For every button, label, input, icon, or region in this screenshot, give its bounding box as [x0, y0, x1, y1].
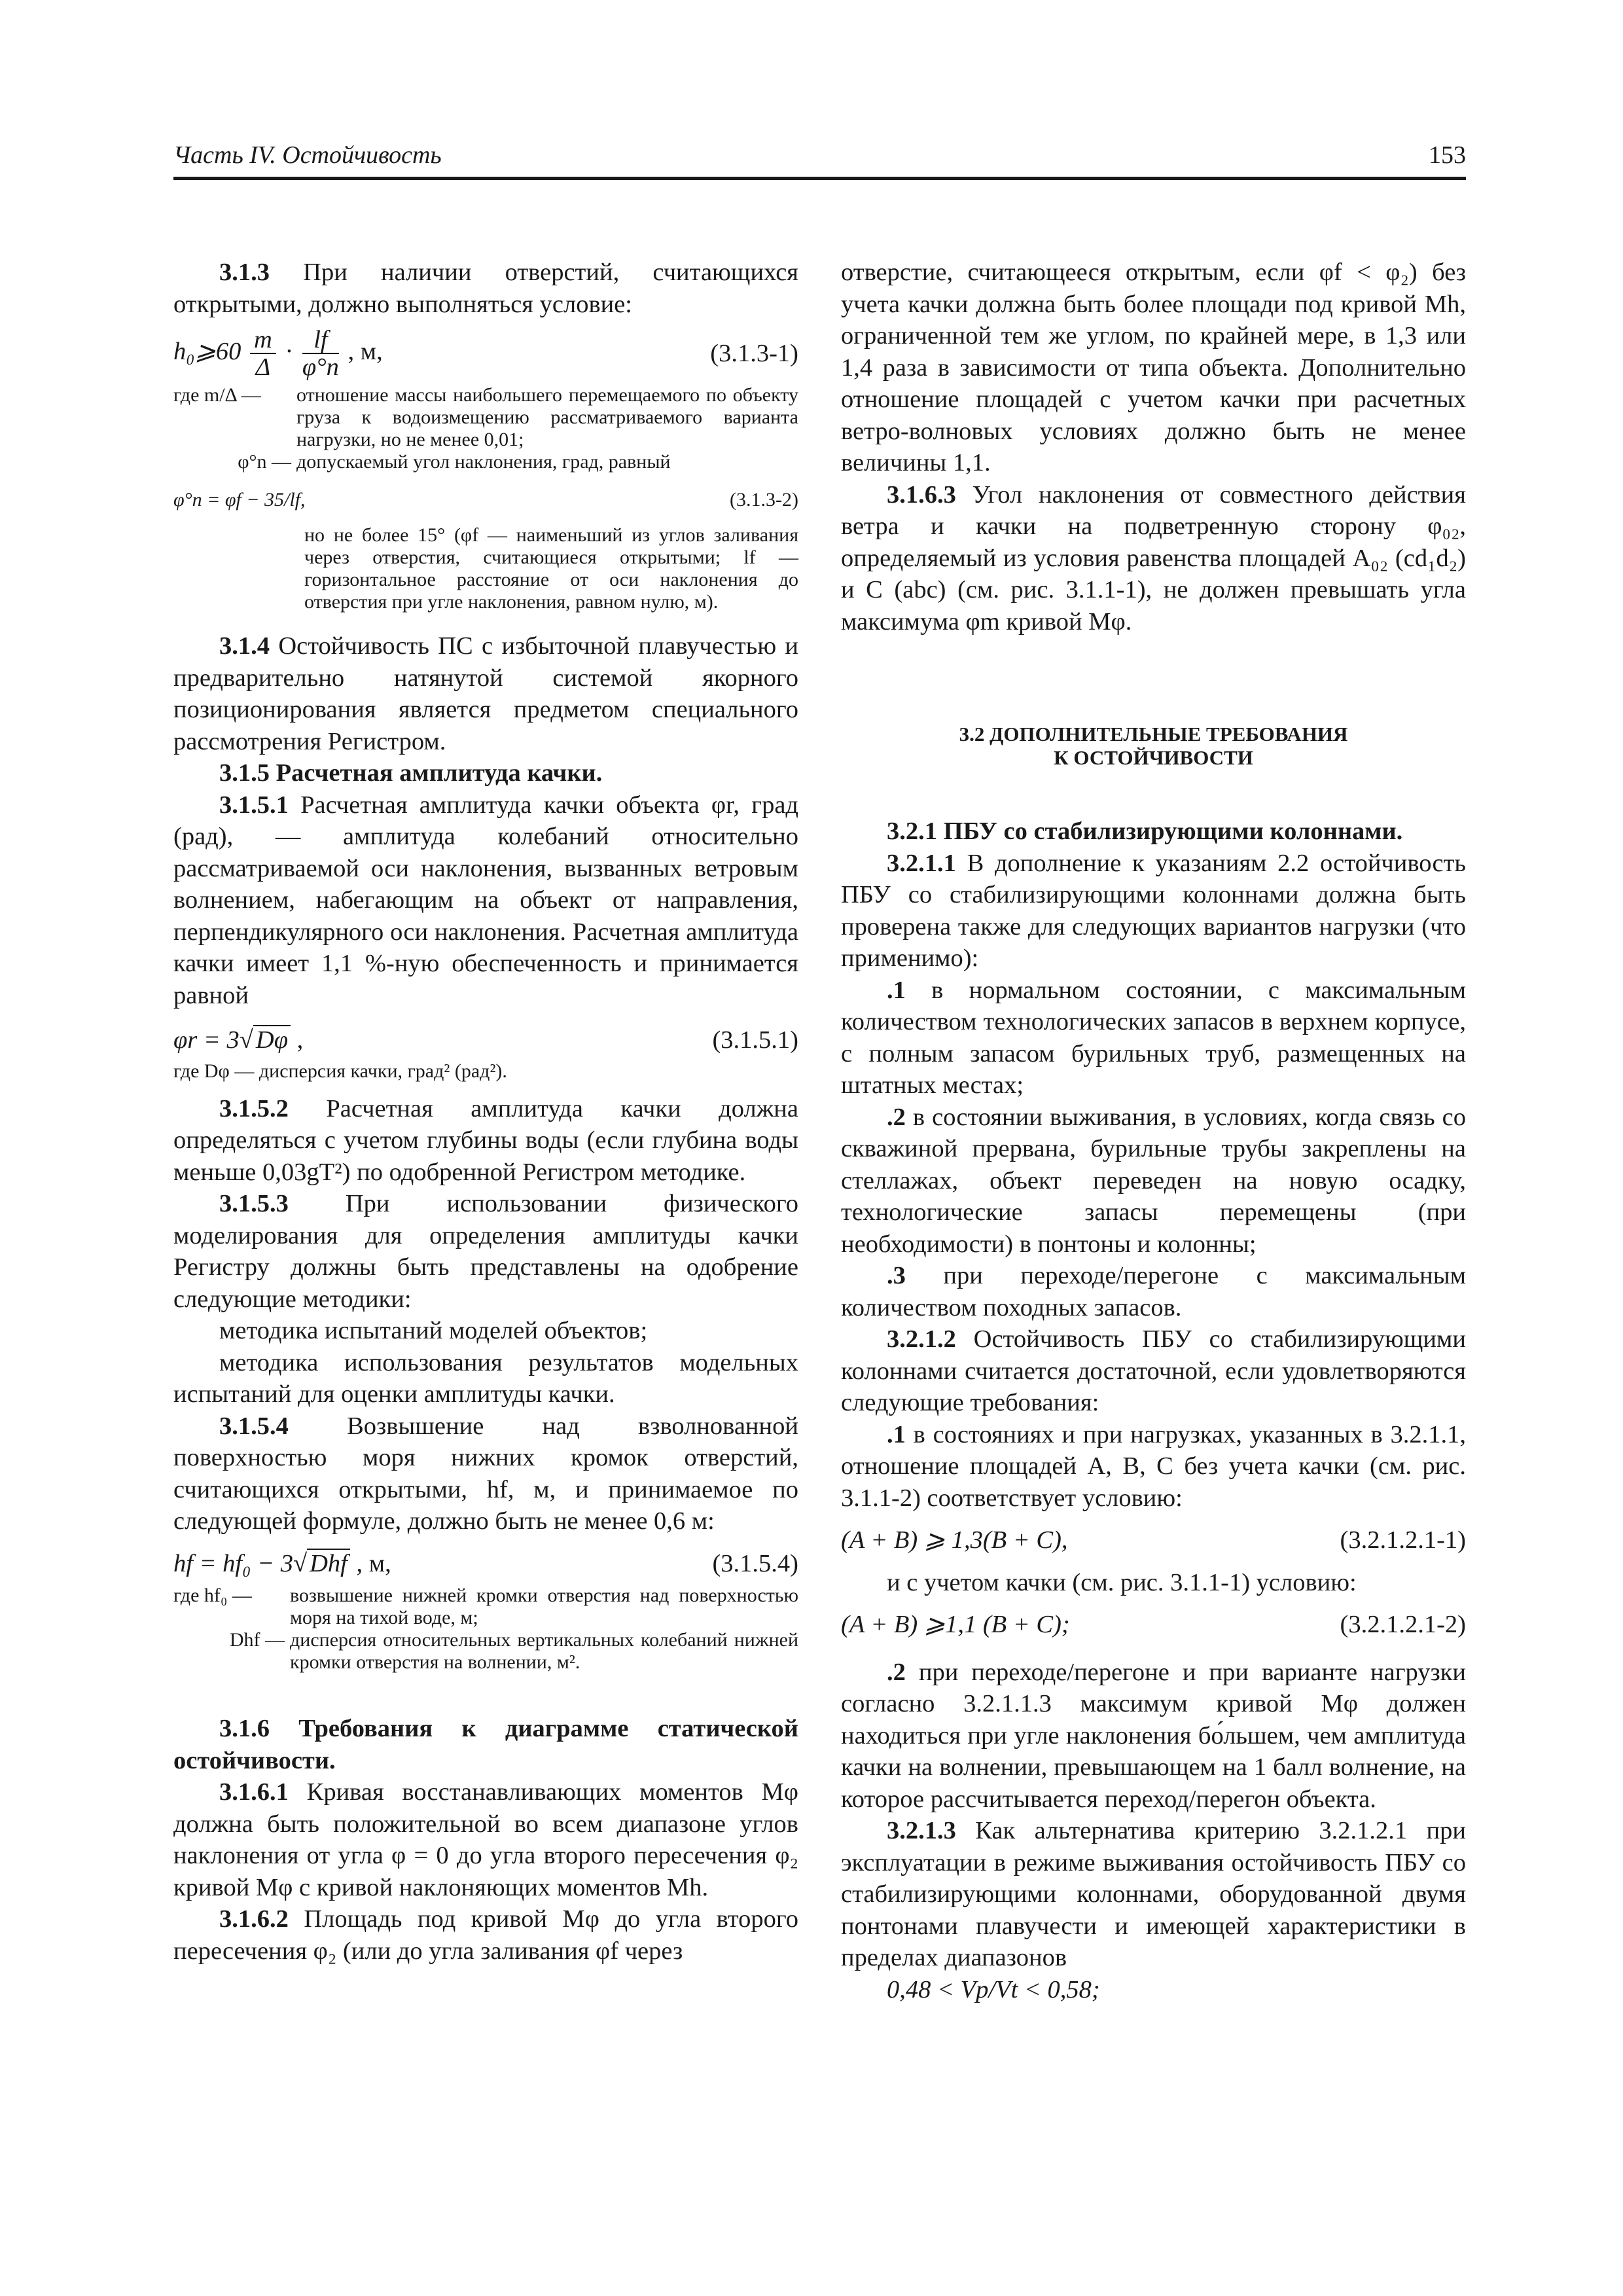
eq-lhs: φr = 3√ [173, 1026, 253, 1054]
equation-number: (3.2.1.2.1-2) [1340, 1611, 1466, 1638]
equation-number: (3.1.5.1) [712, 1026, 798, 1054]
header-rule [173, 177, 1466, 180]
clause-number: 3.1.6.1 [219, 1778, 289, 1806]
eq-tail: , м, [349, 1549, 391, 1577]
para-3-2-1-2 [841, 1323, 1466, 1419]
item-number: .1 [887, 1420, 906, 1448]
heading-3-2-1: 3.2.1 ПБУ со стабилизирующими колоннами. [887, 817, 1403, 845]
method-item-2: методика использования результатов модельных испытаний для оценки амплитуды качки. [173, 1348, 798, 1408]
load-item-2 [841, 1102, 1466, 1261]
para-text: В дополнение к указаниям 2.2 остойчивость ПБУ со стабилизирующими колоннами должна быть проверена также для следующих вариантов нагрузки (что применимо): [841, 849, 1466, 972]
para-3-1-5-2 [173, 1093, 798, 1189]
frac-den: φ°n [302, 353, 339, 381]
clause-number: 3.1.5.3 [219, 1190, 289, 1217]
clause-number: 3.1.5.1 [219, 791, 289, 819]
eq-intro-with-roll: и с учетом качки (см. рис. 3.1.1-1) условию: [887, 1568, 1357, 1596]
clause-number: 3.1.6.3 [887, 480, 956, 509]
equation-3-1-5-1 [173, 1024, 798, 1056]
equation-number: (3.1.3-1) [710, 339, 798, 367]
para-3-2-1-3 [841, 1815, 1466, 1974]
para-3-1-6-2 [173, 1903, 798, 1967]
para-text: Кривая восстанавливающих моментов Mφ должна быть положительной во всем диапазоне углов наклонения от угла φ = 0 до угла второго пересечения φ₂ кривой Mφ с кривой наклоняющих моментов Mh. [173, 1778, 798, 1901]
eq-dot: · [285, 337, 294, 365]
item-number: .2 [887, 1658, 906, 1686]
para-text: Остойчивость ПС с избыточной плавучестью и предварительно натянутой системой якорного позиционирования является предметом специального рассмотрения Регистром. [173, 632, 798, 755]
eq-body: (A + B) ⩾1,1 (B + C); [841, 1611, 1070, 1638]
heading-3-1-5: 3.1.5 Расчетная амплитуда качки. [219, 759, 603, 787]
left-column [173, 257, 798, 1967]
method-item-1: методика испытаний моделей объектов; [219, 1317, 648, 1344]
para-text: Угол наклонения от совместного действия ветра и качки на подветренную сторону φ₀₂, определяемый из условия равенства площадей A₀₂ (cd₁d₂) и C (abc) (см. рис. 3.1.1-1), не должен превышать угла максимума φm кривой Mφ. [841, 480, 1466, 636]
equation-number: (3.1.3-2) [730, 489, 798, 511]
clause-number: 3.1.4 [219, 632, 270, 660]
section-title-line-2: К ОСТОЙЧИВОСТИ [1054, 746, 1253, 769]
para-3-1-3 [173, 257, 798, 320]
right-column [841, 257, 1466, 2005]
where-symbol: где hf₀ — [173, 1585, 252, 1606]
equation-3-2-1-2-1-2 [841, 1609, 1466, 1641]
eq-tail: , м, [348, 337, 383, 365]
load-item-1 [841, 975, 1466, 1102]
item-text: при переходе/перегоне с максимальным количеством походных запасов. [841, 1262, 1466, 1321]
frac-num: lf [302, 327, 339, 354]
where-dhf [173, 1629, 798, 1674]
where-description: возвышение нижней кромки отверстия над поверхностью моря на тихой воде, м; [290, 1585, 798, 1628]
item-text: в состоянии выживания, в условиях, когда связь со скважиной прервана, бурильные трубы закреплены на стеллажах, объект переведен на новую осадку, технологические запасы перемещены (при необходимости) в понтоны и колонны; [841, 1103, 1466, 1258]
where-hf0 [173, 1585, 798, 1629]
range-condition: 0,48 < Vp/Vt < 0,58; [887, 1975, 1100, 2003]
where-description: допускаемый угол наклонения, град, равный [296, 451, 671, 473]
clause-number: 3.2.1.2 [887, 1325, 956, 1353]
eq-lhs: h₀⩾60 [173, 337, 248, 365]
equation-number: (3.2.1.2.1-1) [1340, 1526, 1466, 1554]
frac-num: m [250, 327, 276, 354]
where-m-delta [173, 384, 798, 451]
clause-number: 3.2.1.3 [887, 1817, 956, 1844]
eq-body: (A + B) ⩾ 1,3(B + C), [841, 1526, 1068, 1554]
para-text: При наличии отверстий, считающихся открытыми, должно выполняться условие: [173, 259, 798, 318]
para-continuation: отверстие, считающееся открытым, если φf < φ₂) без учета качки должна быть более площади под кривой Mh, ограниченной тем же углом, по крайней мере, в 1,3 или 1,4 раза в зависимости от типа объекта. Дополнительно отношение площадей с учетом качки при расчетных ветро-волновых условиях должно быть не менее величины 1,1. [841, 259, 1466, 476]
load-item-3 [841, 1260, 1466, 1323]
page-header [173, 141, 1466, 179]
para-text: Как альтернатива критерию 3.2.1.2.1 при эксплуатации в режиме выживания остойчивость ПБУ со стабилизирующими колоннами, оборудованной двумя понтонами плавучести и имеющей характеристики в пределах диапазонов [841, 1817, 1466, 1971]
where-phi-n [173, 451, 798, 473]
item-number: .3 [887, 1262, 906, 1289]
req-item-2 [841, 1657, 1466, 1816]
item-text: в состояниях и при нагрузках, указанных в 3.2.1.1, отношение площадей A, B, C без учета качки (см. рис. 3.1.1-2) соответствует условию: [841, 1420, 1466, 1512]
para-3-1-5-4 [173, 1410, 798, 1537]
para-3-1-5-3 [173, 1188, 798, 1315]
para-3-1-6-1 [173, 1776, 798, 1903]
eq-tail: , [291, 1026, 304, 1054]
para-text: Остойчивость ПБУ со стабилизирующими колоннами считается достаточной, если удовлетворяются следующие требования: [841, 1325, 1466, 1416]
equation-3-1-3-2 [173, 489, 798, 511]
clause-number: 3.1.5.4 [219, 1412, 289, 1440]
para-3-1-5-1 [173, 789, 798, 1012]
fraction-lf-phi [302, 327, 339, 380]
note-phi-limit: но не более 15° (φf — наименьший из углов заливания через отверстия, считающиеся открытыми; lf — горизонтальное расстояние от оси наклонения до отверстия при угле наклонения, равном нулю, м). [304, 524, 798, 613]
item-number: .2 [887, 1103, 906, 1131]
fraction-m-delta [250, 327, 276, 380]
where-dispersion: где Dφ — дисперсия качки, град² (рад²). [173, 1060, 507, 1082]
req-item-1 [841, 1419, 1466, 1515]
equation-number: (3.1.5.4) [712, 1549, 798, 1577]
para-text: Расчетная амплитуда качки объекта φr, град (рад), — амплитуда колебаний относительно рассматриваемой оси наклонения, вызванных ветровым волнением, набегающим на объект от направления, перпендикулярного оси наклонения. Расчетная амплитуда качки имеет 1,1 %-ную обеспеченность и принимается равной [173, 791, 798, 1009]
clause-number: 3.2.1.1 [887, 849, 956, 877]
para-text: При использовании физического моделирования для определения амплитуды качки Регистру должны быть представлены на одобрение следующие методики: [173, 1190, 798, 1313]
equation-3-2-1-2-1-1 [841, 1524, 1466, 1556]
para-text: Возвышение над взволнованной поверхностью моря нижних кромок отверстий, считающихся открытыми, hf, м, и принимаемое по следующей формуле, должно быть не менее 0,6 м: [173, 1412, 798, 1535]
para-3-1-4 [173, 630, 798, 757]
para-text: Расчетная амплитуда качки должна определяться с учетом глубины воды (если глубина воды меньше 0,03gT²) по одобренной Регистром методике. [173, 1094, 798, 1186]
page-number: 153 [1429, 141, 1466, 169]
equation-3-1-3-1 [173, 327, 798, 380]
frac-den: Δ [255, 353, 271, 381]
clause-number: 3.1.6.2 [219, 1905, 289, 1933]
where-description: отношение массы наибольшего перемещаемого по объекту груза к водоизмещению рассматриваемого варианта нагрузки, но не менее 0,01; [296, 384, 798, 450]
item-number: .1 [887, 976, 906, 1004]
para-3-1-6-3 [841, 479, 1466, 638]
para-3-2-1-1 [841, 848, 1466, 975]
clause-number: 3.1.5.2 [219, 1094, 289, 1122]
eq-radicand: Dφ [253, 1025, 291, 1054]
eq-radicand: Dhf [307, 1549, 350, 1577]
item-text: при переходе/перегоне и при варианте нагрузки согласно 3.2.1.1.3 максимум кривой Mφ должен находиться при угле наклонения бо́льшем, чем амплитуда качки на волнении, превышающем на 1 балл волнение, на которое рассчитывается переход/перегон объекта. [841, 1658, 1466, 1813]
equation-3-1-5-4 [173, 1548, 798, 1580]
where-symbol: φ°n — [238, 451, 291, 473]
where-symbol: Dhf — [229, 1629, 285, 1651]
eq-body: φ°n = φf − 35/lf, [173, 489, 306, 511]
para-text: Площадь под кривой Mφ до угла второго пересечения φ₂ (или до угла заливания φf через [173, 1905, 798, 1965]
section-title-line-1: 3.2 ДОПОЛНИТЕЛЬНЫЕ ТРЕБОВАНИЯ [959, 723, 1348, 745]
eq-lhs: hf = hf₀ − 3√ [173, 1549, 308, 1577]
where-description: дисперсия относительных вертикальных колебаний нижней кромки отверстия на волнении, м². [290, 1629, 798, 1673]
heading-3-1-6: 3.1.6 Требования к диаграмме статической остойчивости. [173, 1715, 798, 1774]
running-title: Часть IV. Остойчивость [173, 141, 442, 169]
where-symbol: где m/Δ — [173, 384, 261, 406]
clause-number: 3.1.3 [219, 259, 270, 286]
item-text: в нормальном состоянии, с максимальным количеством технологических запасов в верхнем корпусе, с полным запасом бурильных труб, размещенных на штатных местах; [841, 976, 1466, 1099]
